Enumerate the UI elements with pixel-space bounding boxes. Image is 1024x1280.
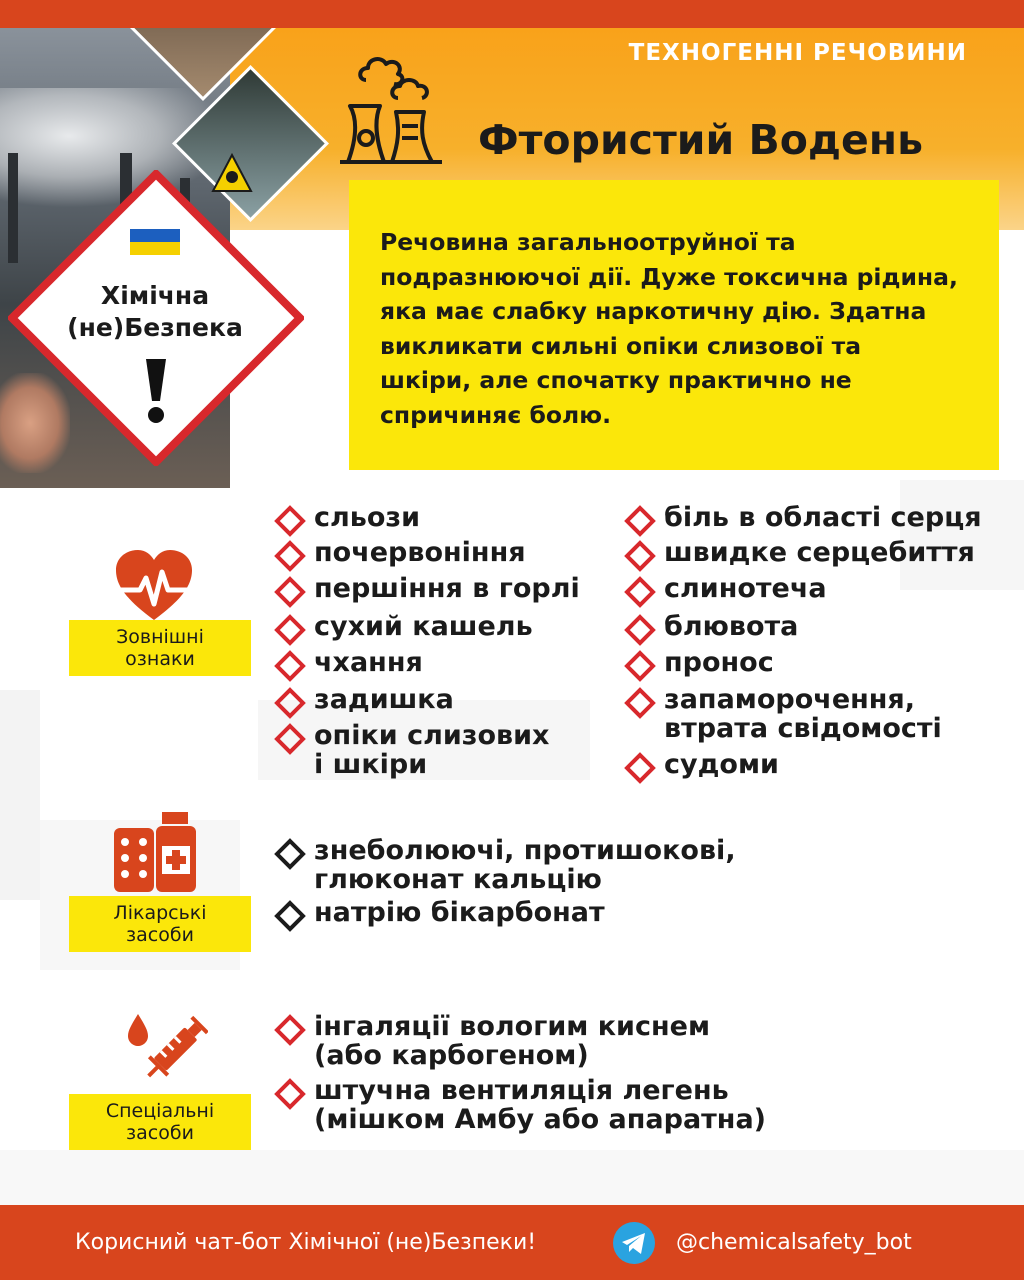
syringe-icon bbox=[126, 1008, 208, 1088]
list-item bbox=[274, 836, 736, 894]
heart-pulse-icon bbox=[114, 550, 194, 622]
ukraine-flag-icon bbox=[130, 229, 180, 255]
list-item bbox=[624, 503, 982, 537]
list-item bbox=[624, 612, 798, 646]
symptoms-label: Зовнішні ознаки bbox=[116, 626, 204, 670]
list-item-text: почервоніння bbox=[314, 537, 526, 568]
list-item bbox=[274, 685, 454, 719]
exclamation-icon bbox=[138, 355, 174, 425]
red-diamond-bullet-icon bbox=[624, 752, 656, 784]
list-item bbox=[274, 538, 526, 572]
list-item-text: блювота bbox=[664, 611, 799, 642]
list-item-text: знеболюючі, протишокові, глюконат кальцію bbox=[314, 835, 736, 895]
list-item bbox=[274, 721, 549, 779]
list-item-text: пронос bbox=[664, 647, 774, 678]
list-item-text: чхання bbox=[314, 647, 423, 678]
list-item-text: опіки слизових і шкіри bbox=[314, 720, 550, 780]
red-diamond-bullet-icon bbox=[624, 687, 656, 719]
red-diamond-bullet-icon bbox=[274, 505, 306, 537]
hazard-title: Хімічна (не)Безпека bbox=[67, 281, 243, 342]
list-item bbox=[624, 685, 942, 743]
special-label: Спеціальні засоби bbox=[105, 1100, 215, 1144]
medicine-icon bbox=[114, 812, 198, 894]
list-item bbox=[274, 1012, 710, 1070]
medicines-label-box bbox=[69, 896, 251, 952]
list-item-text: слинотеча bbox=[664, 573, 827, 604]
list-item bbox=[624, 574, 827, 608]
bg-panel bbox=[0, 690, 40, 900]
list-item-text: натрію бікарбонат bbox=[314, 897, 605, 928]
list-item-text: інгаляції вологим киснем (або карбогеном) bbox=[314, 1011, 711, 1071]
bot-handle-link[interactable]: @chemicalsafety_bot bbox=[676, 1230, 912, 1255]
page-title: Фтористий Водень bbox=[478, 116, 924, 164]
list-item bbox=[274, 648, 423, 682]
red-diamond-bullet-icon bbox=[624, 650, 656, 682]
list-item-text: сльози bbox=[314, 502, 421, 533]
list-item bbox=[624, 750, 779, 784]
red-diamond-bullet-icon bbox=[274, 1014, 306, 1046]
section-category: ТЕХНОГЕННІ РЕЧОВИНИ bbox=[628, 40, 967, 66]
red-diamond-bullet-icon bbox=[274, 687, 306, 719]
list-item-text: сухий кашель bbox=[314, 611, 533, 642]
list-item-text: запаморочення, втрата свідомості bbox=[664, 684, 942, 744]
top-bar bbox=[0, 0, 1024, 28]
red-diamond-bullet-icon bbox=[274, 614, 306, 646]
red-diamond-bullet-icon bbox=[274, 650, 306, 682]
list-item bbox=[274, 574, 580, 608]
list-item-text: швидке серцебиття bbox=[664, 537, 975, 568]
red-diamond-bullet-icon bbox=[274, 576, 306, 608]
special-label-box bbox=[69, 1094, 251, 1150]
list-item bbox=[274, 898, 605, 932]
symptoms-label-box bbox=[69, 620, 251, 676]
red-diamond-bullet-icon bbox=[274, 540, 306, 572]
list-item bbox=[624, 648, 774, 682]
black-diamond-bullet-icon bbox=[274, 900, 306, 932]
red-diamond-bullet-icon bbox=[624, 540, 656, 572]
list-item-text: першіння в горлі bbox=[314, 573, 580, 604]
red-diamond-bullet-icon bbox=[624, 576, 656, 608]
black-diamond-bullet-icon bbox=[274, 838, 306, 870]
red-diamond-bullet-icon bbox=[624, 614, 656, 646]
red-diamond-bullet-icon bbox=[624, 505, 656, 537]
list-item-text: біль в області серця bbox=[664, 502, 982, 533]
list-item-text: судоми bbox=[664, 749, 779, 780]
list-item bbox=[274, 612, 533, 646]
bg-panel bbox=[0, 1150, 1024, 1205]
medicines-label: Лікарські засоби bbox=[113, 902, 207, 946]
red-diamond-bullet-icon bbox=[274, 723, 306, 755]
telegram-icon[interactable] bbox=[612, 1221, 656, 1265]
description-text: Речовина загальноотруйної та подразнюючої дії. Дуже токсична рідина, яка має слабку наркотичну дію. Здатна викликати сильні опіки слизової та шкіри, але спочатку практично не спричиняє болю. bbox=[380, 228, 958, 429]
list-item bbox=[274, 503, 420, 537]
red-diamond-bullet-icon bbox=[274, 1078, 306, 1110]
plant-icon bbox=[336, 50, 446, 170]
list-item-text: штучна вентиляція легень (мішком Амбу або апаратна) bbox=[314, 1075, 767, 1135]
list-item bbox=[274, 1076, 766, 1134]
list-item bbox=[624, 538, 975, 572]
list-item-text: задишка bbox=[314, 684, 454, 715]
footer-text: Корисний чат-бот Хімічної (не)Безпеки! bbox=[75, 1230, 537, 1255]
